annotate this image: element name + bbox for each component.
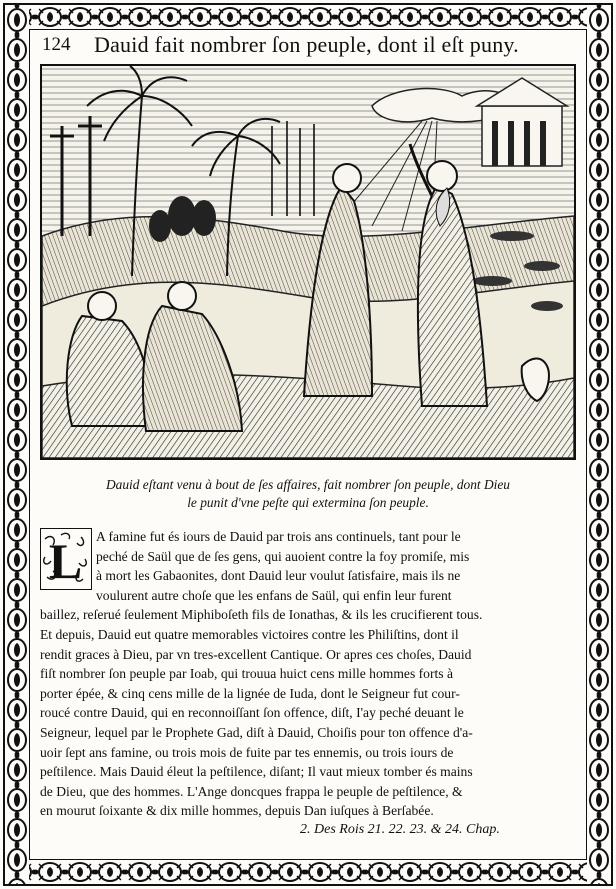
illustration-caption xyxy=(50,476,566,512)
body-text xyxy=(40,527,578,821)
scripture-reference: 2. Des Rois 21. 22. 23. & 24. Chap. xyxy=(300,822,500,837)
caption-line-2: le punit d'vne peſte qui extermina ſon peuple. xyxy=(187,495,429,510)
text-line: uoir ſept ans famine, ou trois mois de fuite par tes ennemis, ou trois iours de xyxy=(40,744,454,760)
text-line: de Dieu, que des hommes. L'Ange doncques frappa le peuple de peſtilence, & xyxy=(40,783,463,799)
text-line: A famine fut és iours de Dauid par trois ans continuels, tant pour le xyxy=(96,529,461,544)
running-title: Dauid fait nombrer ſon peuple, dont il eſt puny. xyxy=(94,32,519,57)
woodcut-illustration-icon xyxy=(42,66,574,458)
ornament-band-top xyxy=(5,5,611,29)
text-line: roucé contre Dauid, qui en reconnoiſſant ſon offence, diſt, I'ay peché deuant le xyxy=(40,705,464,721)
text-line: Seigneur, lequel par le Prophete Gad, diſt à Dauid, Choiſis pour ton offence d'a- xyxy=(40,724,473,740)
text-line: peſtilence. Mais Dauid éleut la peſtilence, diſant; Il vaut mieux tomber és mains xyxy=(40,764,473,780)
ornament-band-right xyxy=(587,5,611,884)
text-line: voulurent autre choſe que les enfans de Saül, qui enfin leur furent xyxy=(96,587,452,603)
page-header xyxy=(38,32,578,60)
text-line: porter épée, & cinq cens mille de la lignée de Iuda, dont le Seigneur fut cour- xyxy=(40,685,460,701)
text-line: fiſt nombrer ſon peuple par Ioab, qui trouua huict cens mille hommes forts à xyxy=(40,666,453,682)
text-line: baillez, reſerué ſeulement Miphiboſeth fils de Ionathas, & ils les crucifierent tous. xyxy=(40,607,483,623)
ornament-band-bottom xyxy=(5,860,611,884)
text-line: rendit graces à Dieu, par vn tres-excellent Cantique. Or apres ces choſes, Dauid xyxy=(40,646,472,662)
text-line: en mourut ſoixante & dix mille hommes, depuis Dan iuſques à Berſabée. xyxy=(40,803,434,819)
ornament-band-left xyxy=(5,5,29,884)
woodcut-illustration xyxy=(40,64,576,460)
text-line: à mort les Gabaonites, dont Dauid leur voulut ſatisfaire, mais ils ne xyxy=(96,568,461,584)
caption-line-1: Dauid eſtant venu à bout de ſes affaires, fait nombrer ſon peuple, dont Dieu xyxy=(105,477,511,492)
drop-cap-letter: L xyxy=(48,533,83,588)
text-line: peché de Saül que de ſes gens, qui auoient contre la foy promiſe, mis xyxy=(96,548,470,564)
page-number: 124 xyxy=(42,34,71,55)
text-line: Et depuis, Dauid eut quatre memorables victoires contre les Philiſtins, dont il xyxy=(40,626,459,642)
